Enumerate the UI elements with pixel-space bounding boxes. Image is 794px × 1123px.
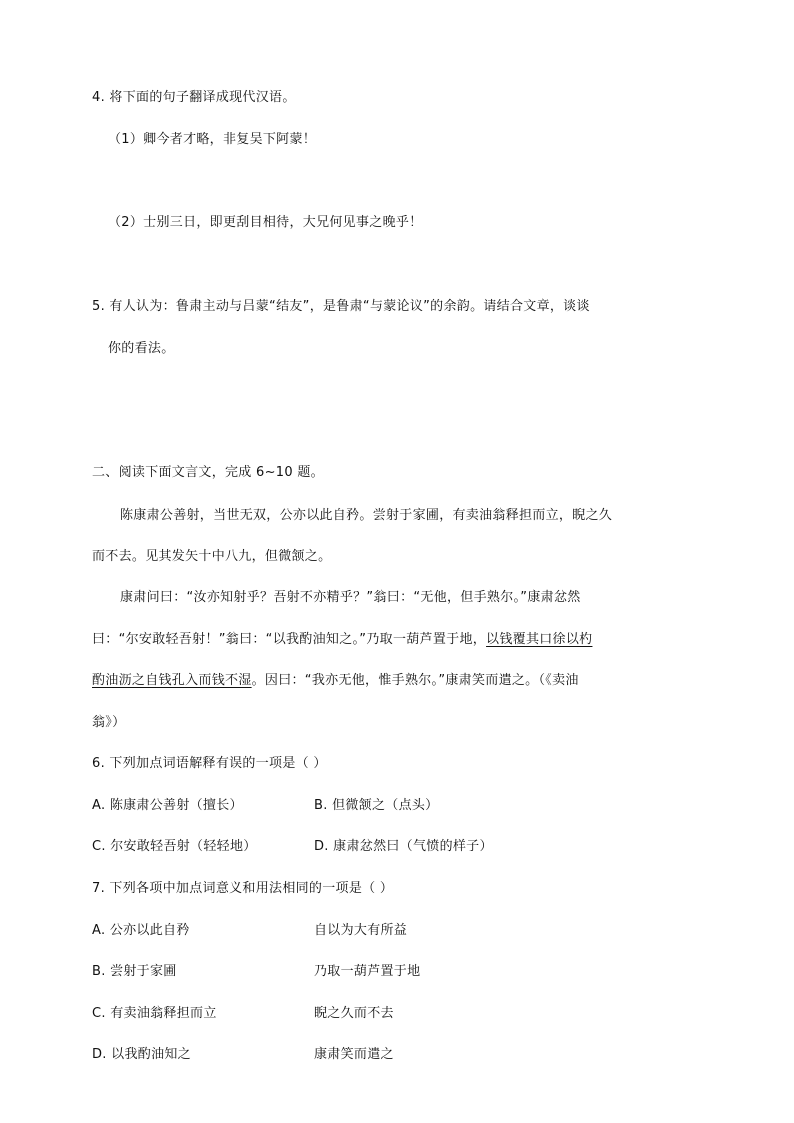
q7-option-a-left: A. 公亦以此自矜 [92,923,190,938]
q4-stem: 4. 将下面的句子翻译成现代汉语。 [92,90,296,105]
q6-option-b: B. 但微颔之（点头） [314,798,439,813]
q7-option-c-left: C. 有卖油翁释担而立 [92,1006,217,1021]
q6-option-a: A. 陈康肃公善射（擅长） [92,798,243,813]
q6-stem: 6. 下列加点词语解释有误的一项是（ ） [92,756,327,771]
q5-line2: 你的看法。 [108,341,175,356]
section2-heading: 二、阅读下面文言文，完成 6~10 题。 [92,465,324,480]
q4-sub2: （2）士别三日，即更刮目相待，大兄何见事之晚乎！ [108,215,423,230]
passage-p2-line3 [92,672,579,690]
underlined-sentence-part2: 酌油沥之自钱孔入而钱不湿 [92,673,252,688]
q7-option-b-left: B. 尝射于家圃 [92,964,177,979]
q7-option-b-right: 乃取一葫芦置于地 [314,964,421,979]
passage-source: 翁》） [92,715,126,730]
q5-line1: 5. 有人认为：鲁肃主动与吕蒙“结友”，是鲁肃“与蒙论议”的余韵。请结合文章，谈谈 [92,299,590,314]
q7-option-c-right: 睨之久而不去 [314,1006,394,1021]
passage-p2-line2 [92,631,592,649]
q7-option-d-left: D. 以我酌油知之 [92,1047,191,1062]
passage-p1-line1: 陈康肃公善射，当世无双，公亦以此自矜。尝射于家圃，有卖油翁释担而立，睨之久 [120,508,613,523]
q4-sub1: （1）卿今者才略，非复吴下阿蒙！ [108,132,317,147]
q7-option-a-right: 自以为大有所益 [314,923,408,938]
q7-stem: 7. 下列各项中加点词意义和用法相同的一项是（ ） [92,881,394,896]
passage-p2-line2-text: 曰：“尔安敢轻吾射！”翁曰：“以我酌油知之。”乃取一葫芦置于地， [92,632,487,647]
passage-p1-line2: 而不去。见其发矢十中八九，但微颔之。 [92,549,332,564]
q7-option-d-right: 康肃笑而遣之 [314,1047,394,1062]
q6-option-c: C. 尔安敢轻吾射（轻轻地） [92,839,257,854]
q6-option-d: D. 康肃忿然曰（气愤的样子） [314,839,493,854]
passage-p2-line1: 康肃问曰：“汝亦知射乎？吾射不亦精乎？”翁曰：“无他，但手熟尔。”康肃忿然 [120,590,581,605]
passage-p2-line3-text: 。因曰：“我亦无他，惟手熟尔。”康肃笑而遣之。（《卖油 [251,673,579,688]
underlined-sentence-part1: 以钱覆其口徐以杓 [486,632,593,647]
